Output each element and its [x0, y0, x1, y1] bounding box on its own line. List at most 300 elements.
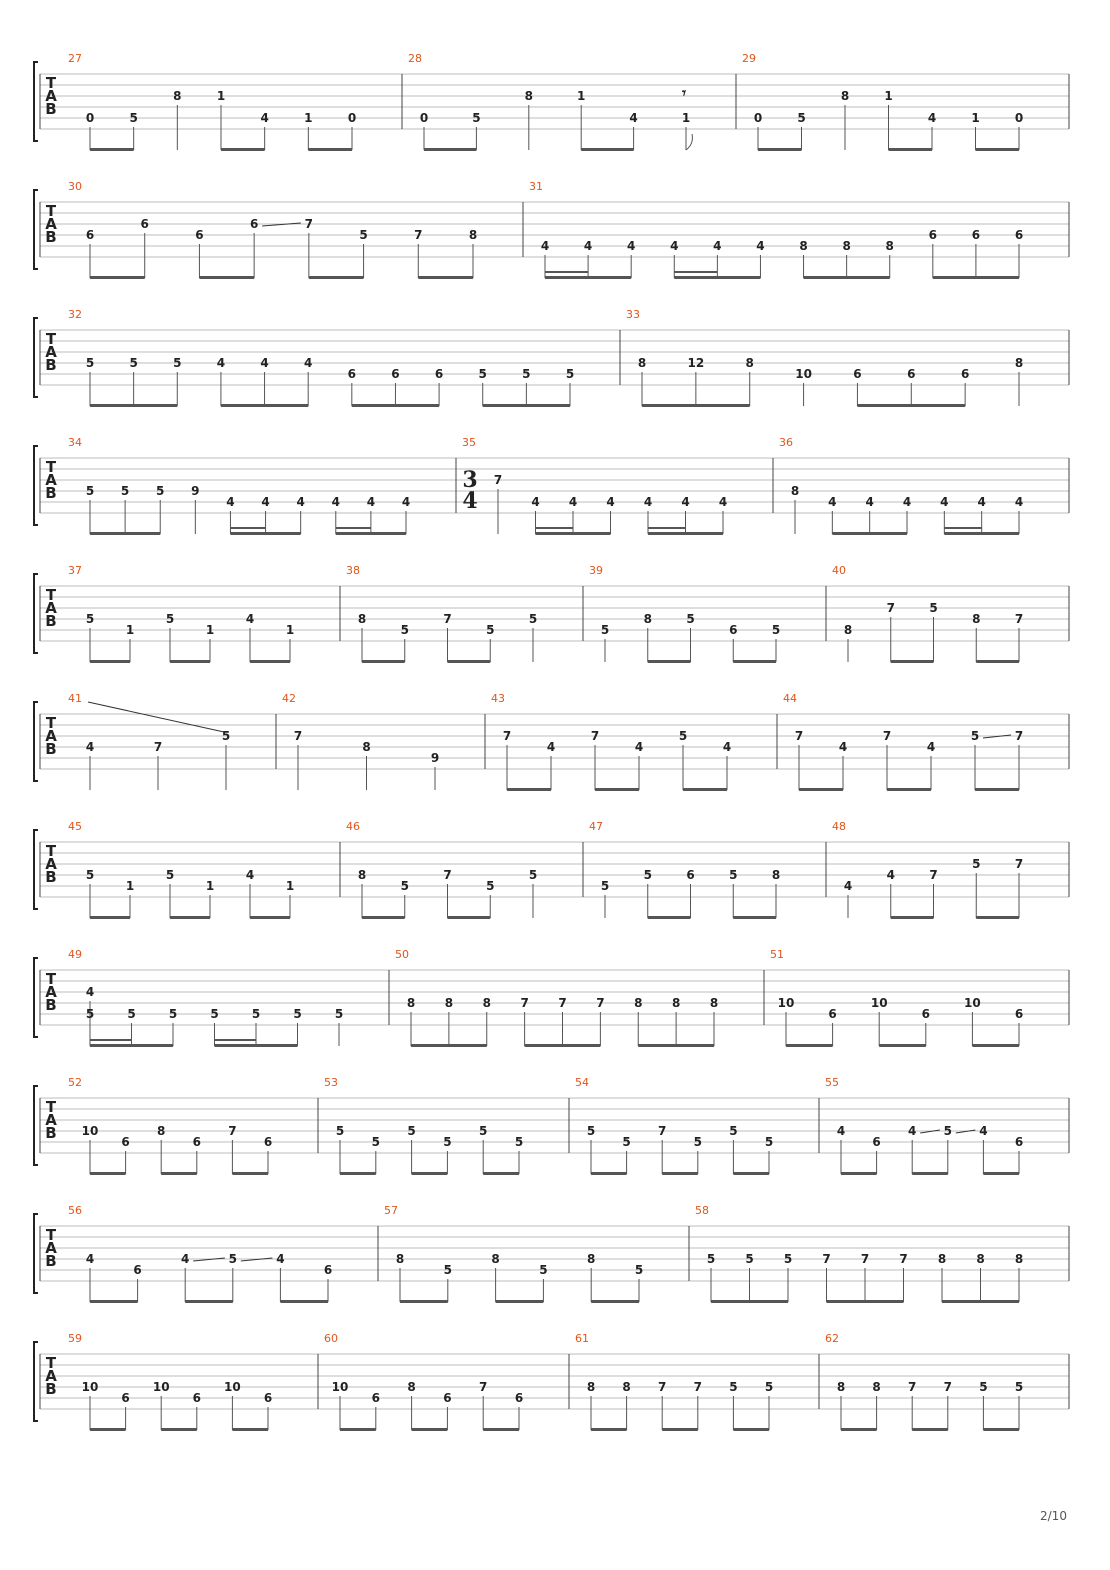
fret-number: 6 [1014, 1007, 1024, 1021]
fret-number: 5 [706, 1252, 716, 1266]
fret-number: 7 [502, 729, 512, 743]
note-beam [90, 1300, 138, 1303]
fret-number: 1 [884, 89, 893, 103]
tab-clef-letter: B [45, 1124, 57, 1142]
fret-number: 7 [899, 1252, 908, 1266]
measure-number: 36 [779, 436, 793, 449]
fret-number: 5 [359, 228, 368, 242]
fret-number: 8 [842, 239, 851, 253]
fret-number: 4 [546, 740, 556, 754]
note-beam [90, 1172, 126, 1175]
fret-number: 8 [840, 89, 850, 103]
measure-number: 34 [68, 436, 82, 449]
fret-number: 4 [718, 495, 728, 509]
tab-clef-letter: A [45, 855, 57, 873]
fret-number: 7 [443, 868, 452, 882]
fret-number: 6 [133, 1263, 142, 1277]
tab-clef-letter: B [45, 996, 57, 1014]
fret-number: 5 [764, 1135, 774, 1149]
note-beam [912, 1428, 948, 1431]
fret-number: 0 [85, 111, 95, 125]
fret-number: 7 [304, 217, 314, 231]
fret-number: 10 [795, 367, 812, 381]
fret-number: 4 [296, 495, 305, 509]
note-beam [250, 916, 290, 919]
fret-number: 6 [140, 217, 149, 231]
fret-number: 6 [391, 367, 400, 381]
fret-number: 4 [713, 239, 722, 253]
fret-number: 8 [836, 1380, 846, 1394]
note-beam [90, 660, 130, 663]
fret-number: 5 [85, 868, 95, 882]
fret-number: 8 [357, 868, 367, 882]
system-bracket [34, 1214, 38, 1293]
fret-number: 4 [568, 495, 578, 509]
page-number: 2/10 [1040, 1509, 1067, 1523]
note-beam [185, 1300, 233, 1303]
note-beam-16th [674, 271, 717, 273]
fret-number: 7 [596, 996, 605, 1010]
fret-number: 4 [902, 495, 912, 509]
fret-number: 7 [520, 996, 529, 1010]
note-beam [424, 148, 476, 151]
fret-number: 5 [565, 367, 575, 381]
note-beam [232, 1428, 268, 1431]
note-beam [976, 916, 1019, 919]
fret-number: 7 [886, 601, 895, 615]
note-beam [841, 1428, 877, 1431]
measure-number: 37 [68, 564, 82, 577]
measure-number: 48 [832, 820, 846, 833]
note-beam [799, 788, 843, 791]
fret-number: 6 [263, 1391, 273, 1405]
note-beam [674, 276, 760, 279]
measure-number: 45 [68, 820, 82, 833]
fret-number: 5 [514, 1135, 524, 1149]
fret-number: 7 [1014, 857, 1024, 871]
note-beam [733, 660, 776, 663]
time-signature-bottom: 4 [462, 488, 478, 514]
fret-number: 4 [670, 239, 679, 253]
fret-number: 5 [693, 1135, 702, 1149]
note-beam [90, 1044, 173, 1047]
measure-number: 62 [825, 1332, 839, 1345]
fret-number: 5 [293, 1007, 302, 1021]
fret-number: 5 [127, 1007, 136, 1021]
fret-number: 6 [347, 367, 356, 381]
fret-number: 8 [937, 1252, 947, 1266]
fret-number: 5 [528, 612, 538, 626]
fret-number: 6 [192, 1135, 201, 1149]
tab-clef-letter: B [45, 868, 57, 886]
fret-number: 5 [400, 879, 409, 893]
fret-number: 4 [977, 495, 986, 509]
fret-number: 10 [964, 996, 981, 1010]
fret-number: 5 [622, 1135, 631, 1149]
fret-number: 1 [285, 623, 295, 637]
fret-number: 4 [627, 239, 636, 253]
note-beam-16th [90, 1039, 132, 1041]
note-beam [309, 276, 364, 279]
tab-clef-letter: T [45, 586, 57, 604]
fret-number: 6 [249, 217, 259, 231]
fret-number: 8 [709, 996, 719, 1010]
fret-number: 8 [799, 239, 808, 253]
fret-number: 7 [1014, 612, 1024, 626]
measure-number: 31 [529, 180, 543, 193]
fret-number: 1 [681, 111, 691, 125]
system-bracket [34, 318, 38, 397]
fret-number: 5 [943, 1124, 952, 1138]
tab-clef-letter: B [45, 484, 57, 502]
measure-number: 56 [68, 1204, 82, 1217]
fret-number: 10 [81, 1380, 99, 1394]
fret-number: 4 [843, 879, 853, 893]
note-beam [90, 276, 145, 279]
note-beam [412, 1428, 448, 1431]
fret-number: 8 [976, 1252, 985, 1266]
fret-number: 4 [245, 868, 255, 882]
fret-number: 8 [362, 740, 371, 754]
note-beam-16th [336, 527, 371, 529]
note-beam [983, 1172, 1019, 1175]
tab-clef-letter: B [45, 1380, 57, 1398]
fret-number: 9 [430, 751, 440, 765]
note-beam [525, 1044, 601, 1047]
fret-number: 0 [753, 111, 763, 125]
note-beam [841, 1172, 877, 1175]
note-beam [983, 1428, 1019, 1431]
fret-number: 5 [686, 612, 695, 626]
fret-number: 7 [794, 729, 804, 743]
note-beam [827, 1300, 904, 1303]
note-beam [912, 1172, 948, 1175]
system-bracket [34, 446, 38, 525]
fret-number: 7 [443, 612, 452, 626]
fret-number: 0 [419, 111, 429, 125]
tab-clef-letter: B [45, 228, 57, 246]
fret-number: 7 [658, 1124, 667, 1138]
fret-number: 8 [790, 484, 800, 498]
fret-number: 5 [586, 1124, 596, 1138]
fret-number: 7 [658, 1380, 667, 1394]
note-beam [891, 660, 934, 663]
fret-number: 4 [216, 356, 226, 370]
fret-number: 7 [590, 729, 600, 743]
measure-number: 54 [575, 1076, 589, 1089]
note-beam [975, 788, 1019, 791]
system-bracket [34, 574, 38, 653]
fret-number: 4 [276, 1252, 285, 1266]
eighth-rest: 𝄾 [682, 84, 686, 102]
measure-number: 52 [68, 1076, 82, 1089]
tab-clef-letter: A [45, 599, 57, 617]
fret-number: 6 [907, 367, 916, 381]
fret-number: 4 [886, 868, 895, 882]
fret-number: 8 [357, 612, 367, 626]
fret-number: 8 [843, 623, 853, 637]
note-beam [683, 788, 727, 791]
note-beam [733, 916, 776, 919]
note-beam-16th [230, 527, 265, 529]
fret-number: 8 [587, 1252, 596, 1266]
measure-number: 38 [346, 564, 360, 577]
fret-number: 6 [514, 1391, 524, 1405]
fret-number: 7 [479, 1380, 488, 1394]
tab-clef-letter: T [45, 74, 57, 92]
fret-number: 8 [482, 996, 491, 1010]
note-beam [400, 1300, 448, 1303]
fret-number: 5 [972, 857, 981, 871]
tab-clef-letter: A [45, 983, 57, 1001]
fret-number: 10 [152, 1380, 170, 1394]
tab-clef-letter: B [45, 356, 57, 374]
note-beam [591, 1300, 639, 1303]
fret-number: 8 [586, 1380, 596, 1394]
note-beam [891, 916, 934, 919]
note-beam [232, 1172, 268, 1175]
fret-number: 4 [401, 495, 411, 509]
note-beam [90, 1428, 126, 1431]
note-beam [161, 1428, 197, 1431]
fret-number: 4 [85, 740, 95, 754]
note-beam [221, 404, 308, 407]
fret-number: 8 [671, 996, 681, 1010]
system-bracket [34, 958, 38, 1037]
fret-number: 0 [347, 111, 357, 125]
tab-clef-letter: A [45, 1367, 57, 1385]
fret-number: 10 [331, 1380, 349, 1394]
fret-number: 7 [908, 1380, 917, 1394]
fret-number: 8 [634, 996, 643, 1010]
note-beam [857, 404, 965, 407]
note-beam [536, 532, 611, 535]
note-beam [90, 532, 160, 535]
note-beam [483, 1172, 519, 1175]
measure-number: 43 [491, 692, 505, 705]
fret-number: 6 [85, 228, 95, 242]
fret-number: 4 [85, 985, 95, 999]
fret-number: 5 [472, 111, 481, 125]
fret-number: 8 [491, 1252, 500, 1266]
note-beam-16th [648, 527, 686, 529]
fret-number: 6 [729, 623, 738, 637]
slide-in-line [88, 702, 224, 732]
note-beam [250, 660, 290, 663]
fret-number: 5 [634, 1263, 644, 1277]
fret-number: 1 [125, 623, 135, 637]
fret-number: 5 [443, 1135, 452, 1149]
note-beam-16th [545, 271, 588, 273]
note-beam [758, 148, 802, 151]
note-beam [545, 276, 631, 279]
measure-number: 46 [346, 820, 360, 833]
measure-number: 60 [324, 1332, 338, 1345]
fret-number: 1 [285, 879, 295, 893]
fret-number: 5 [979, 1380, 988, 1394]
note-beam [496, 1300, 544, 1303]
fret-number: 8 [745, 356, 754, 370]
fret-number: 4 [583, 239, 593, 253]
fret-number: 5 [443, 1263, 452, 1277]
fret-number: 10 [224, 1380, 241, 1394]
fret-number: 5 [120, 484, 130, 498]
tab-clef-letter: A [45, 215, 57, 233]
note-beam [648, 532, 723, 535]
note-beam [662, 1172, 698, 1175]
note-beam [879, 1044, 926, 1047]
fret-number: 4 [865, 495, 874, 509]
fret-number: 6 [853, 367, 862, 381]
fret-number: 5 [129, 356, 138, 370]
fret-number: 6 [323, 1263, 333, 1277]
fret-number: 5 [678, 729, 688, 743]
fret-number: 7 [1014, 729, 1024, 743]
fret-number: 6 [960, 367, 970, 381]
fret-number: 6 [371, 1391, 380, 1405]
fret-number: 5 [228, 1252, 237, 1266]
note-beam [786, 1044, 833, 1047]
fret-number: 4 [927, 111, 937, 125]
note-beam [161, 1172, 197, 1175]
note-beam [340, 1172, 376, 1175]
fret-number: 5 [970, 729, 980, 743]
fret-number: 4 [304, 356, 313, 370]
fret-number: 5 [156, 484, 165, 498]
fret-number: 6 [971, 228, 981, 242]
measure-number: 51 [770, 948, 784, 961]
fret-number: 7 [293, 729, 303, 743]
note-beam [976, 148, 1020, 151]
fret-number: 4 [181, 1252, 190, 1266]
fret-number: 1 [216, 89, 226, 103]
fret-number: 5 [771, 623, 781, 637]
fret-number: 8 [468, 228, 478, 242]
fret-number: 5 [528, 868, 538, 882]
time-signature-top: 3 [462, 467, 478, 493]
measure-number: 58 [695, 1204, 709, 1217]
tab-clef-letter: T [45, 1098, 57, 1116]
fret-number: 4 [606, 495, 615, 509]
fret-number: 7 [414, 228, 423, 242]
fret-number: 6 [1014, 228, 1024, 242]
fret-number: 5 [168, 1007, 178, 1021]
fret-number: 4 [940, 495, 949, 509]
tab-clef-letter: A [45, 1111, 57, 1129]
fret-number: 4 [540, 239, 550, 253]
note-beam [976, 660, 1019, 663]
note-beam [711, 1300, 788, 1303]
fret-number: 5 [600, 623, 610, 637]
note-beam [591, 1172, 627, 1175]
fret-number: 1 [205, 879, 215, 893]
fret-number: 4 [245, 612, 255, 626]
fret-number: 8 [395, 1252, 405, 1266]
fret-number: 4 [260, 111, 269, 125]
fret-number: 4 [331, 495, 340, 509]
eighth-flag [686, 134, 692, 150]
note-beam [221, 148, 265, 151]
note-beam [199, 276, 254, 279]
fret-number: 4 [722, 740, 732, 754]
measure-number: 35 [462, 436, 476, 449]
fret-number: 7 [860, 1252, 870, 1266]
note-beam [733, 1428, 769, 1431]
measure-number: 39 [589, 564, 603, 577]
fret-number: 7 [929, 868, 938, 882]
fret-number: 8 [524, 89, 533, 103]
note-beam [591, 1428, 627, 1431]
fret-number: 5 [729, 868, 738, 882]
tab-clef-letter: B [45, 100, 57, 118]
note-beam [308, 148, 352, 151]
fret-number: 10 [777, 996, 795, 1010]
fret-number: 5 [522, 367, 531, 381]
fret-number: 5 [486, 879, 495, 893]
measure-number: 32 [68, 308, 82, 321]
fret-number: 5 [478, 367, 487, 381]
note-beam [448, 660, 491, 663]
note-beam [733, 1172, 769, 1175]
fret-number: 4 [366, 495, 376, 509]
measure-number: 28 [408, 52, 422, 65]
note-beam [412, 1172, 448, 1175]
tab-clef-letter: B [45, 1252, 57, 1270]
note-beam [90, 916, 130, 919]
fret-number: 5 [210, 1007, 219, 1021]
fret-number: 4 [681, 495, 690, 509]
system-bracket [34, 1086, 38, 1165]
fret-number: 5 [165, 868, 175, 882]
fret-number: 6 [434, 367, 444, 381]
measure-number: 53 [324, 1076, 338, 1089]
fret-number: 8 [1014, 1252, 1024, 1266]
fret-number: 4 [908, 1124, 917, 1138]
note-beam [483, 404, 570, 407]
fret-number: 5 [745, 1252, 754, 1266]
tab-clef-letter: A [45, 1239, 57, 1257]
fret-number: 8 [885, 239, 894, 253]
measure-number: 47 [589, 820, 603, 833]
measure-number: 27 [68, 52, 82, 65]
fret-number: 8 [771, 868, 781, 882]
fret-number: 4 [1014, 495, 1024, 509]
fret-number: 7 [943, 1380, 952, 1394]
fret-number: 5 [486, 623, 495, 637]
tab-clef-letter: T [45, 202, 57, 220]
fret-number: 4 [828, 495, 837, 509]
note-beam [581, 148, 633, 151]
tab-clef-letter: B [45, 612, 57, 630]
note-beam [832, 532, 907, 535]
fret-number: 5 [600, 879, 610, 893]
fret-number: 8 [872, 1380, 881, 1394]
fret-number: 5 [479, 1124, 488, 1138]
fret-number: 7 [693, 1380, 702, 1394]
fret-number: 6 [686, 868, 695, 882]
note-beam-16th [536, 527, 574, 529]
note-beam [942, 1300, 1019, 1303]
tab-clef-letter: A [45, 87, 57, 105]
fret-number: 6 [263, 1135, 273, 1149]
measure-number: 29 [742, 52, 756, 65]
fret-number: 10 [870, 996, 888, 1010]
fret-number: 5 [335, 1124, 345, 1138]
measure-number: 33 [626, 308, 640, 321]
tab-clef-letter: T [45, 714, 57, 732]
note-beam [887, 788, 931, 791]
fret-number: 6 [443, 1391, 452, 1405]
